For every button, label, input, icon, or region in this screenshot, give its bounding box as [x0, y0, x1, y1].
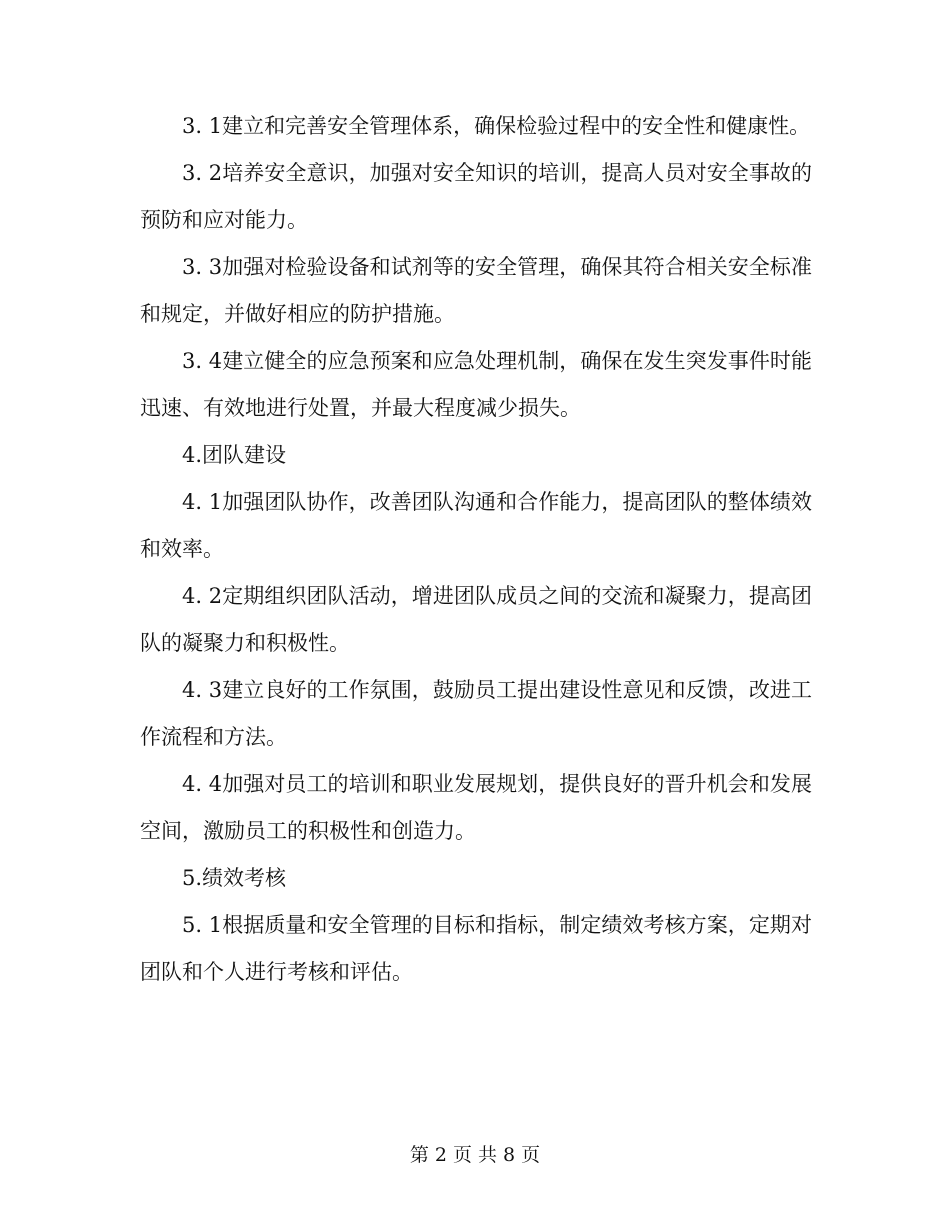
paragraph-5-1: 5. 1根据质量和安全管理的目标和指标，制定绩效考核方案，定期对团队和个人进行考核和评估。	[140, 913, 812, 984]
paragraph-4-3: 4. 3建立良好的工作氛围，鼓励员工提出建设性意见和反馈，改进工作流程和方法。	[140, 678, 812, 749]
paragraph-3-3: 3. 3加强对检验设备和试剂等的安全管理，确保其符合相关安全标准和规定，并做好相应的防护措施。	[140, 255, 812, 326]
paragraph-3-1: 3. 1建立和完善安全管理体系，确保检验过程中的安全性和健康性。	[182, 114, 811, 138]
paragraph-4-2: 4. 2定期组织团队活动，增进团队成员之间的交流和凝聚力，提高团队的凝聚力和积极性。	[140, 584, 812, 655]
document-body	[140, 103, 812, 996]
paragraph-3-2: 3. 2培养安全意识，加强对安全知识的培训，提高人员对安全事故的预防和应对能力。	[140, 161, 812, 232]
section-heading-team-building: 4.团队建设	[182, 443, 287, 467]
paragraph-4-1: 4. 1加强团队协作，改善团队沟通和合作能力，提高团队的整体绩效和效率。	[140, 490, 812, 561]
page-number-footer: 第 2 页 共 8 页	[409, 1144, 541, 1166]
paragraph-3-4: 3. 4建立健全的应急预案和应急处理机制，确保在发生突发事件时能迅速、有效地进行处置，并最大程度减少损失。	[140, 349, 812, 420]
paragraph-4-4: 4. 4加强对员工的培训和职业发展规划，提供良好的晋升机会和发展空间，激励员工的积极性和创造力。	[140, 772, 812, 843]
section-heading-performance: 5.绩效考核	[182, 866, 287, 890]
